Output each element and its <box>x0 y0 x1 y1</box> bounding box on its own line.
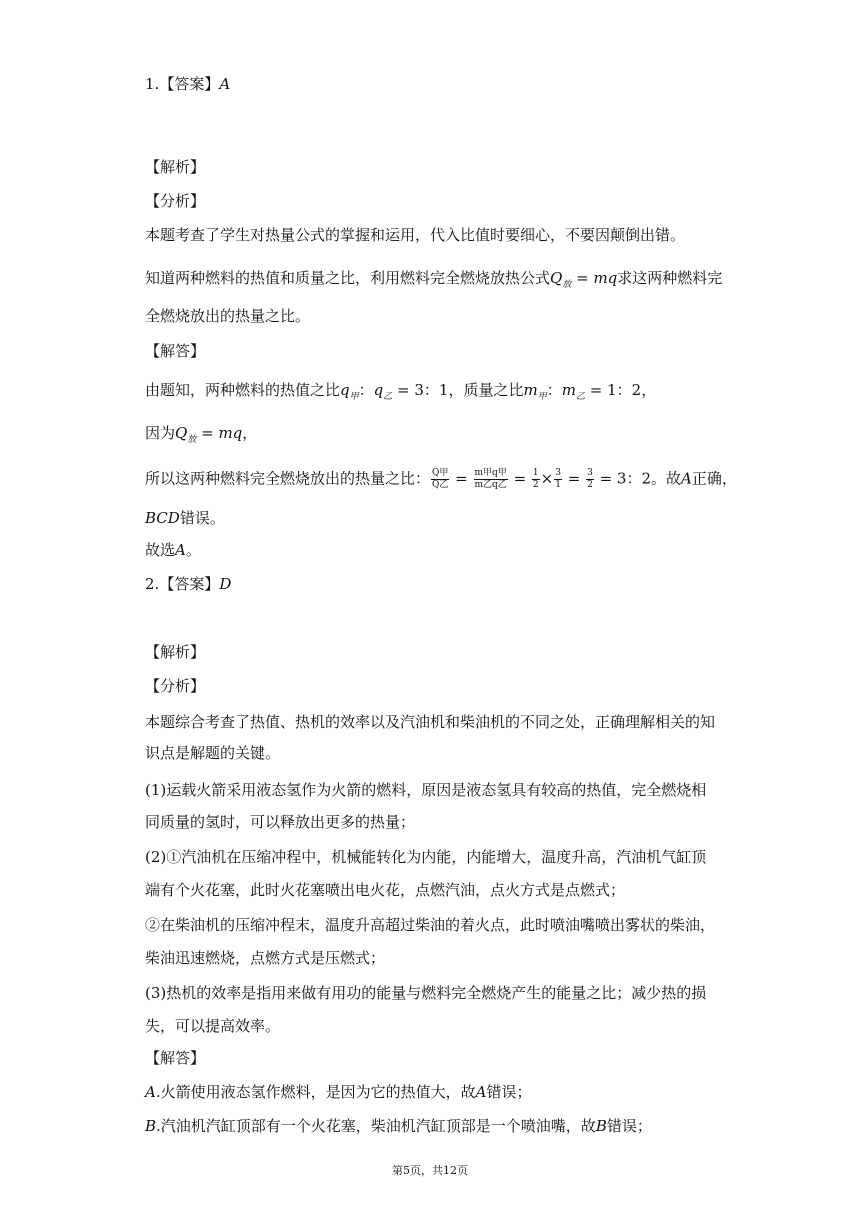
q1-answer: A <box>219 75 231 93</box>
frac-den: 2 <box>587 480 593 490</box>
fraction-q <box>431 468 449 491</box>
q2-answer: D <box>219 575 232 593</box>
q1-analysis-2a: 知道两种燃料的热值和质量之比，利用燃料完全燃烧放热公式 <box>145 269 551 287</box>
q2-analysis-10: 失，可以提高效率。 <box>145 1017 281 1035</box>
option-b-label: B. <box>145 1117 161 1135</box>
q2-number: 2. <box>145 575 160 593</box>
answer-tag: 【答案】 <box>159 575 220 593</box>
option-a-label: A. <box>145 1083 161 1101</box>
s1-ratio1: = 3：1，质量之比 <box>392 381 524 399</box>
s1-q2: q <box>373 381 384 399</box>
q2-analysis-8: 柴油迅速燃烧，点燃方式是压燃式； <box>145 949 386 967</box>
q2-option-a <box>145 1082 531 1102</box>
s3-result: = 3：2。故 <box>594 469 682 488</box>
option-a-end: 错误； <box>486 1083 532 1101</box>
q1-answer-line <box>145 74 230 94</box>
s3-a-letter: A <box>681 469 692 488</box>
s4-tail: 错误。 <box>179 509 225 527</box>
q1-analysis-2b: 求这两种燃料完 <box>617 269 723 287</box>
q1-number: 1. <box>145 75 160 93</box>
q2-analysis-9: (3)热机的效率是指用来做有用功的能量与燃料完全燃烧产生的能量之比；减少热的损 <box>145 984 707 1002</box>
s5-text: 故选 <box>145 541 176 559</box>
s3-tail: 正确， <box>691 469 737 488</box>
fraction-three <box>554 468 562 491</box>
q1-jiexi-heading: 【解析】 <box>145 158 206 176</box>
q1-analysis-2 <box>145 268 722 295</box>
answer-tag: 【答案】 <box>159 75 220 93</box>
q1-solution-4 <box>145 508 225 528</box>
option-b-text: 汽油机汽缸顶部有一个火花塞，柴油机汽缸顶部是一个喷油嘴，故 <box>160 1117 596 1135</box>
q2-jiexi-heading: 【解析】 <box>145 643 206 661</box>
frac-num: 3 <box>555 468 561 478</box>
s2-text: 因为 <box>145 424 176 442</box>
q2-fenxi-heading: 【分析】 <box>145 677 206 695</box>
q2-analysis-4: 同质量的氢时，可以释放出更多的热量； <box>145 813 416 831</box>
q1-solution-5 <box>145 540 201 560</box>
q2-option-b <box>145 1116 652 1136</box>
frac-num: Q甲 <box>432 468 449 478</box>
page-footer: 第5页，共12页 <box>392 1164 468 1177</box>
q2-analysis-2: 识点是解题的关键。 <box>145 744 281 762</box>
q2-answer-line <box>145 574 231 594</box>
q1-fenxi-heading: 【分析】 <box>145 192 206 210</box>
s1-ratio2: = 1：2， <box>585 381 657 399</box>
frac-den: m乙q乙 <box>474 480 507 490</box>
q2-analysis-1: 本题综合考查了热值、热机的效率以及汽油机和柴油机的不同之处，正确理解相关的知 <box>145 713 716 731</box>
s2-end: ， <box>242 424 258 442</box>
formula-q: Q <box>550 269 563 287</box>
s1-colon2: ： <box>546 381 562 399</box>
s1-m: m <box>523 381 538 399</box>
fraction-mq <box>474 468 508 491</box>
frac-den: 1 <box>555 480 561 490</box>
q2-analysis-5: (2)①汽油机在压缩冲程中，机械能转化为内能，内能增大，温度升高，汽油机气缸顶 <box>145 848 707 866</box>
frac-num: 3 <box>587 468 593 478</box>
s4-bcd: BCD <box>145 509 180 527</box>
s5-end: 。 <box>185 541 201 559</box>
s2-q: Q <box>175 424 188 442</box>
frac-num: m甲q甲 <box>474 468 507 478</box>
s3-text: 所以这两种燃料完全燃烧放出的热量之比： <box>145 469 431 488</box>
formula-eq: = mq <box>571 269 618 287</box>
q1-solution-3: 所以这两种燃料完全燃烧放出的热量之比： $\frac{\text{Q甲}}{\text{Q乙}}$ = $\frac{\text{m甲q甲}}{\text{m乙q乙}}$ = $\frac{1}{2}$ × $\frac{3}{1}$ = $\frac{3}{2}$ = 3：2。故A正确， <box>145 468 737 490</box>
option-a-letter: A <box>475 1083 487 1101</box>
fraction-three-halves <box>586 468 594 491</box>
s1-sub-jia: 甲 <box>349 392 359 402</box>
q2-analysis-7: ②在柴油机的压缩冲程末，温度升高超过柴油的着火点，此时喷油嘴喷出雾状的柴油， <box>145 916 716 934</box>
option-b-end: 错误； <box>606 1117 652 1135</box>
q2-jieda-heading: 【解答】 <box>145 1049 206 1067</box>
option-a-text: 火箭使用液态氢作燃料，是因为它的热值大，故 <box>160 1083 476 1101</box>
s5-letter: A <box>175 541 186 559</box>
s1-m-sub-jia: 甲 <box>537 392 547 402</box>
s1-text: 由题知，两种燃料的热值之比 <box>145 381 341 399</box>
s2-q-sub: 放 <box>187 435 197 445</box>
frac-den: Q乙 <box>432 480 449 490</box>
s1-colon: ： <box>358 381 374 399</box>
s2-eq: = mq <box>196 424 243 442</box>
s1-m-sub-yi: 乙 <box>575 392 585 402</box>
s1-sub-yi: 乙 <box>383 392 393 402</box>
formula-q-sub: 放 <box>562 280 572 290</box>
q1-solution-1 <box>145 380 656 407</box>
q1-analysis-1: 本题考查了学生对热量公式的掌握和运用，代入比值时要细心，不要因颠倒出错。 <box>145 226 686 244</box>
q1-jieda-heading: 【解答】 <box>145 342 206 360</box>
frac-den: 2 <box>532 480 539 490</box>
q2-analysis-6: 端有个火花塞，此时火花塞喷出电火花，点燃汽油，点火方式是点燃式； <box>145 881 626 899</box>
q2-analysis-3: (1)运载火箭采用液态氢作为火箭的燃料，原因是液态氢具有较高的热值，完全燃烧相 <box>145 781 707 799</box>
q1-analysis-3: 全燃烧放出的热量之比。 <box>145 307 311 325</box>
option-b-letter: B <box>595 1117 607 1135</box>
frac-num: 1 <box>532 468 539 478</box>
q1-solution-2 <box>145 423 257 450</box>
s1-q: q <box>340 381 350 399</box>
s1-m2: m <box>561 381 576 399</box>
fraction-half <box>532 468 540 491</box>
